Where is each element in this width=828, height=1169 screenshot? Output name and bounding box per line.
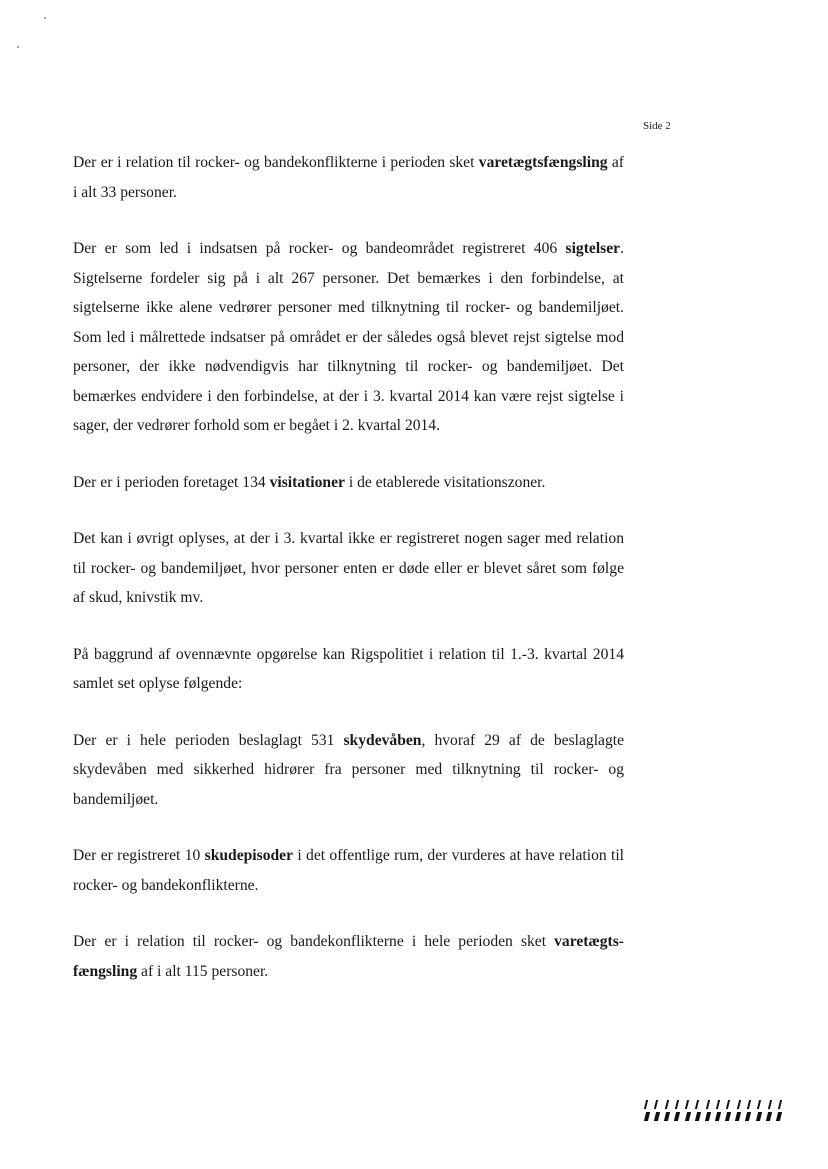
document-body bbox=[73, 148, 624, 1013]
barcode-stroke bbox=[695, 1112, 701, 1121]
barcode-stroke bbox=[725, 1112, 731, 1121]
barcode-stroke bbox=[644, 1100, 648, 1109]
barcode-stroke bbox=[778, 1100, 782, 1109]
paragraph-text: Der er i relation til rocker- og bandekonflikterne i hele perioden sket bbox=[73, 933, 555, 950]
paragraph-text: , hvoraf 29 af de beslaglagte skydevåben med sikkerhed hidrører fra personer med tilknytning til rocker- og bandemiljøet. bbox=[73, 731, 625, 808]
emphasis-term: skudepisoder bbox=[204, 847, 294, 864]
paragraph bbox=[73, 927, 624, 986]
barcode-stroke bbox=[745, 1112, 751, 1121]
barcode-stroke bbox=[726, 1100, 730, 1109]
barcode-stroke bbox=[705, 1112, 711, 1121]
paragraph-text: Der er i relation til rocker- og bandekonflikterne i perioden sket bbox=[73, 154, 479, 171]
paragraph-text: Der er som led i indsatsen på rocker- og bandeområdet registreret 406 bbox=[73, 240, 566, 257]
barcode-stroke bbox=[757, 1100, 761, 1109]
emphasis-term: visitationer bbox=[269, 473, 345, 491]
paragraph bbox=[73, 524, 624, 613]
paragraph bbox=[73, 234, 624, 441]
paragraph bbox=[73, 148, 624, 207]
barcode-stroke bbox=[706, 1100, 710, 1109]
paragraph-text: i de etablerede visitationszoner. bbox=[344, 473, 546, 491]
barcode-stroke bbox=[654, 1112, 660, 1121]
scan-speck bbox=[17, 46, 19, 48]
paragraph bbox=[73, 640, 624, 699]
scan-speck bbox=[44, 17, 46, 19]
barcode-stroke bbox=[644, 1112, 650, 1121]
paragraph-text: af i alt 33 personer. bbox=[73, 154, 625, 201]
paragraph-text: Der er registreret 10 bbox=[73, 847, 205, 864]
barcode-stroke bbox=[674, 1112, 680, 1121]
barcode-stroke bbox=[737, 1100, 741, 1109]
paragraph-text: i det offentlige rum, der vurderes at have relation til rocker- og bandekonflikterne. bbox=[73, 847, 624, 894]
barcode-stroke bbox=[664, 1100, 668, 1109]
barcode-stroke bbox=[664, 1112, 670, 1121]
barcode-stroke bbox=[675, 1100, 679, 1109]
emphasis-term: skydevåben bbox=[343, 731, 422, 749]
barcode-stroke bbox=[654, 1100, 658, 1109]
barcode bbox=[645, 1100, 781, 1124]
emphasis-term: sigtelser bbox=[565, 240, 621, 257]
paragraph-text: Det kan i øvrigt oplyses, at der i 3. kvartal ikke er registreret nogen sager med relation til rocker- og bandemiljøet, hvor personer enten er døde eller er blevet såret som følge af skud, knivstik mv. bbox=[73, 530, 624, 606]
barcode-row-bottom bbox=[645, 1112, 781, 1121]
paragraph bbox=[73, 468, 624, 498]
barcode-stroke bbox=[767, 1100, 771, 1109]
barcode-stroke bbox=[685, 1100, 689, 1109]
barcode-stroke bbox=[735, 1112, 741, 1121]
barcode-stroke bbox=[755, 1112, 761, 1121]
barcode-stroke bbox=[715, 1112, 721, 1121]
barcode-stroke bbox=[776, 1112, 782, 1121]
paragraph-text: . Sigtelserne fordeler sig på i alt 267 personer. Det bemærkes i den forbindelse, at sigtelserne ikke alene vedrører personer med tilknytning til rocker- og bandemiljøet. Som led i målrettede indsatser på området er der således også blevet rejst sigtelse mod personer, der ikke nødvendigvis har tilknytning til rocker- og bandemiljøet. Det bemærkes endvidere i den forbindelse, at der i 3. kvartal 2014 kan være rejst sigtelse i sager, der vedrører forhold som er begået i 2. kvartal 2014. bbox=[73, 240, 624, 434]
barcode-stroke bbox=[747, 1100, 751, 1109]
barcode-stroke bbox=[716, 1100, 720, 1109]
barcode-row-top bbox=[645, 1100, 781, 1109]
paragraph-text: af i alt 115 personer. bbox=[137, 962, 269, 980]
paragraph bbox=[73, 726, 624, 815]
emphasis-term: varetægtsfængsling bbox=[73, 933, 624, 980]
page-number: Side 2 bbox=[643, 120, 671, 132]
paragraph bbox=[73, 841, 624, 900]
emphasis-term: varetægtsfængsling bbox=[478, 154, 608, 171]
barcode-stroke bbox=[766, 1112, 772, 1121]
barcode-stroke bbox=[695, 1100, 699, 1109]
paragraph-text: Der er i hele perioden beslaglagt 531 bbox=[73, 731, 344, 749]
barcode-stroke bbox=[684, 1112, 690, 1121]
paragraph-text: Der er i perioden foretaget 134 bbox=[73, 473, 270, 491]
paragraph-text: På baggrund af ovennævnte opgørelse kan Rigspolitiet i relation til 1.-3. kvartal 2014 samlet set oplyse følgende: bbox=[73, 645, 624, 692]
